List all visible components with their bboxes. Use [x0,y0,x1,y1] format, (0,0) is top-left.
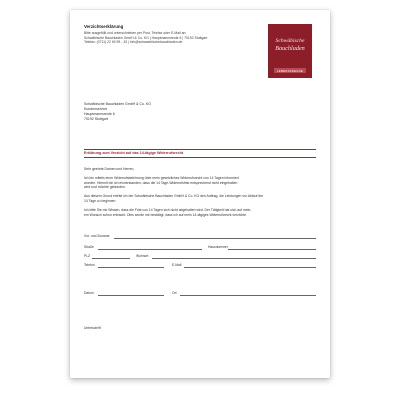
paragraph-2-line-1: Aus diesem Grund erteile ich der Schwäbische Bauchladen GmbH & Co. KG den Auftrag, die Leistungen vor Ablauf der [84,194,264,198]
document-page [70,10,330,378]
city-label: Wohnort [136,254,149,258]
salutation: Sehr geehrte Damen und Herren, [84,167,135,171]
recipient-line-2: Kundenservice [84,107,108,111]
logo-line-1: Schwäbische [275,38,305,44]
email-field[interactable] [184,267,316,268]
logo-tagline: LEBENSFREUDE [276,68,304,73]
recipient-line-4: 70192 Stuttgart [84,117,108,121]
phone-field[interactable] [98,267,164,268]
house-number-label: Hausnummer [208,245,228,249]
header-line-1: Bitte ausgefüllt und unterschrieben per Post, Telefax oder E-Mail an: [84,31,187,35]
document-title: Verzichtserklärung [84,24,124,29]
zip-field[interactable] [92,258,130,259]
paragraph-3-line-2: em Wunsch schon erbracht. Dies wurde mir bestätigt, dass ich auf mein 14-tägiges Widerrufsrecht verzichte. [84,212,247,217]
phone-label: Telefon [84,263,95,267]
zip-label: PLZ [84,254,91,258]
email-label: E-Mail [172,263,182,267]
place-field[interactable] [180,295,316,296]
header-line-2: Schwäbische Bauchladen GmbH & Co. KG | Hauptmannsreute 6 | 70192 Stuttgart [84,35,208,40]
subject-rule-top [84,149,316,150]
street-label: Straße [84,245,94,249]
paragraph-1-line-1: Ich bin mittels einer Widerrufsbelehrung über mein gesetzliches Widerrufsrecht von 14 Tagen informiert [84,176,239,180]
paragraph-1-line-2: worden. Hiermit bin ich einverstanden, dass die 14 Tage-Widerrufsfrist entsprechend nicht eingehalten [84,180,238,185]
company-logo [268,24,312,78]
street-field[interactable] [98,249,202,250]
signature-label: Unterschrift [84,326,101,330]
date-label: Datum [84,291,94,295]
paragraph-1-line-3: wird und möchte gebunden. [84,185,126,189]
name-label: Vor- und Zuname [84,234,110,238]
subject-line: Erklärung zum Verzicht auf das 14-tägige Widerrufsrecht [84,151,184,155]
city-field[interactable] [152,258,316,259]
place-label: Ort [172,291,177,295]
date-field[interactable] [98,295,164,296]
header-line-3: Telefax: (0711) 22 60 99 - 33 | info@schwaebischebauchladen.de [84,40,183,44]
paragraph-3-line-1: Ich bitte Sie mir Wissen, dass die Frist von 14 Tagen sich nicht abgehalten wird. Der Tätigkeit hat sich auf mein- [84,208,252,212]
name-field[interactable] [114,238,316,239]
house-number-field[interactable] [228,249,316,250]
paragraph-2-line-2: 14 Tage zu beginnen. [84,198,117,203]
logo-line-2: Bauchladen [275,45,305,52]
recipient-line-1: Schwäbische Bauchladen GmbH & Co. KG [84,102,151,106]
subject-rule-bottom [84,157,316,158]
recipient-line-3: Hauptmannsreute 6 [84,112,115,116]
